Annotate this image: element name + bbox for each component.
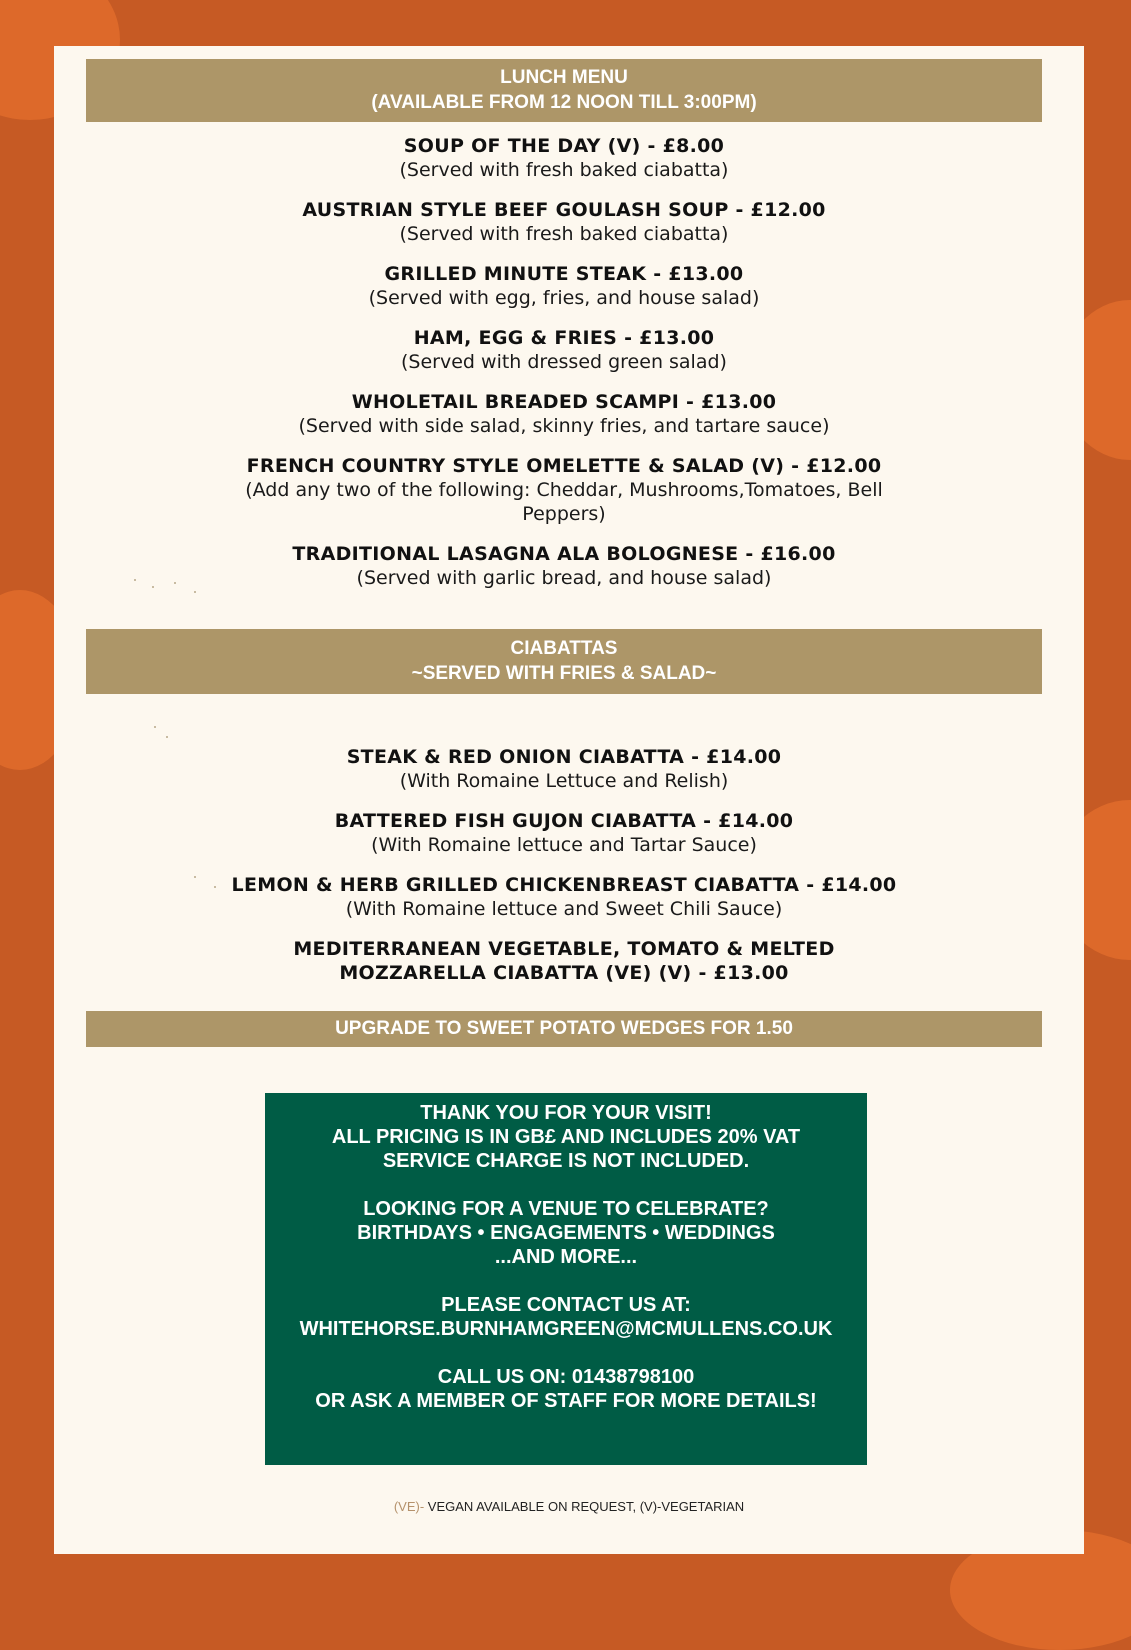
info-line: LOOKING FOR A VENUE TO CELEBRATE?: [363, 1198, 769, 1220]
menu-item-title: TRADITIONAL LASAGNA ALA BOLOGNESE - £16.00: [292, 543, 836, 565]
decorative-speck: [194, 591, 196, 593]
menu-sheet: [54, 46, 1084, 1554]
menu-item-title: STEAK & RED ONION CIABATTA - £14.00: [346, 746, 782, 768]
info-line: THANK YOU FOR YOUR VISIT!: [420, 1102, 712, 1124]
menu-item-desc: (Served with side salad, skinny fries, and tartare sauce): [298, 415, 830, 437]
info-line: PLEASE CONTACT US AT:: [441, 1294, 691, 1316]
lunch-items: [86, 134, 1042, 606]
lunch-menu-hours: (AVAILABLE FROM 12 NOON TILL 3:00PM): [371, 92, 757, 113]
dietary-footnote: [54, 1499, 1084, 1514]
info-line: OR ASK A MEMBER OF STAFF FOR MORE DETAILS!: [315, 1390, 817, 1412]
menu-item: [86, 454, 1042, 542]
menu-item-desc: Peppers): [522, 503, 606, 525]
info-box: [265, 1093, 867, 1465]
ciabattas-header: [86, 629, 1042, 694]
menu-item: [86, 390, 1042, 454]
contact-email[interactable]: WHITEHORSE.BURNHAMGREEN@MCMULLENS.CO.UK: [299, 1318, 833, 1340]
decorative-speck: [154, 726, 156, 728]
menu-item: [86, 134, 1042, 198]
menu-item-title: FRENCH COUNTRY STYLE OMELETTE & SALAD (V) - £12.00: [246, 455, 882, 477]
menu-item-title: MEDITERRANEAN VEGETABLE, TOMATO & MELTED: [293, 938, 835, 960]
menu-item: [86, 542, 1042, 606]
menu-item-desc: (Served with fresh baked ciabatta): [399, 159, 729, 181]
decorative-speck: [214, 886, 216, 888]
menu-item-desc: (Add any two of the following: Cheddar, Mushrooms,Tomatoes, Bell: [245, 479, 883, 501]
menu-item: [86, 937, 1042, 1001]
ciabattas-subtitle: ~SERVED WITH FRIES & SALAD~: [411, 663, 717, 684]
thanks-group: [265, 1101, 867, 1173]
upgrade-banner: [86, 1011, 1042, 1047]
info-line: SERVICE CHARGE IS NOT INCLUDED.: [382, 1150, 750, 1172]
menu-item-title: BATTERED FISH GUJON CIABATTA - £14.00: [334, 810, 794, 832]
menu-item: [86, 262, 1042, 326]
decorative-speck: [152, 586, 154, 588]
decorative-speck: [166, 736, 168, 738]
menu-item: [86, 745, 1042, 809]
menu-item-desc: (Served with egg, fries, and house salad): [368, 287, 760, 309]
lunch-menu-header: [86, 59, 1042, 122]
menu-item-title: GRILLED MINUTE STEAK - £13.00: [384, 263, 744, 285]
vegan-key: (VE)-: [393, 1499, 425, 1514]
menu-item-title: LEMON & HERB GRILLED CHICKENBREAST CIABATTA - £14.00: [231, 874, 897, 896]
menu-item-title: WHOLETAIL BREADED SCAMPI - £13.00: [351, 391, 777, 413]
venue-group: [265, 1197, 867, 1269]
contact-group: [265, 1293, 867, 1341]
menu-item-title: SOUP OF THE DAY (V) - £8.00: [403, 135, 725, 157]
lunch-menu-title: LUNCH MENU: [500, 67, 628, 88]
menu-item-desc: (With Romaine Lettuce and Relish): [399, 770, 729, 792]
menu-item-title: AUSTRIAN STYLE BEEF GOULASH SOUP - £12.00: [302, 199, 826, 221]
menu-item-desc: (Served with dressed green salad): [401, 351, 727, 373]
menu-item: [86, 809, 1042, 873]
call-group: [265, 1365, 867, 1413]
decorative-speck: [134, 579, 136, 581]
upgrade-text: UPGRADE TO SWEET POTATO WEDGES FOR 1.50: [335, 1018, 793, 1039]
menu-item-desc: (With Romaine lettuce and Sweet Chili Sauce): [345, 898, 783, 920]
ciabatta-items: [86, 745, 1042, 1001]
menu-item: [86, 873, 1042, 937]
decorative-speck: [194, 876, 196, 878]
menu-item-desc: (Served with garlic bread, and house salad): [356, 567, 772, 589]
ciabattas-title: CIABATTAS: [510, 638, 618, 659]
decorative-speck: [174, 582, 176, 584]
menu-item-desc: (With Romaine lettuce and Tartar Sauce): [371, 834, 757, 856]
menu-item-desc: (Served with fresh baked ciabatta): [399, 223, 729, 245]
menu-item: [86, 198, 1042, 262]
menu-item-title: MOZZARELLA CIABATTA (VE) (V) - £13.00: [339, 962, 789, 984]
contact-phone[interactable]: CALL US ON: 01438798100: [437, 1366, 695, 1388]
footnote-text: VEGAN AVAILABLE ON REQUEST, (V)-VEGETARIAN: [424, 1499, 745, 1514]
info-line: ALL PRICING IS IN GB£ AND INCLUDES 20% VAT: [331, 1126, 801, 1148]
menu-item: [86, 326, 1042, 390]
menu-item-title: HAM, EGG & FRIES - £13.00: [413, 327, 715, 349]
info-line: ...AND MORE...: [494, 1246, 638, 1268]
info-line: BIRTHDAYS • ENGAGEMENTS • WEDDINGS: [357, 1222, 775, 1244]
